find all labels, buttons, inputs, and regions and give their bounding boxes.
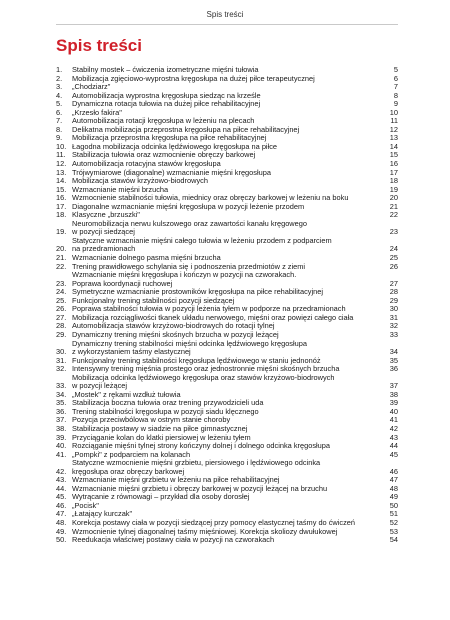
- toc-entry-title-line: Wzmacnianie dolnego pasma mięśni brzucha: [72, 254, 221, 263]
- toc-entry-title-line: w pozycji siedzącej: [72, 228, 135, 237]
- toc-entry-page-number: 14: [389, 141, 398, 151]
- toc-entry-title-line: Reedukacja właściwej postawy ciała w pozycji na czworakach: [72, 536, 275, 545]
- toc-entry-page-number: 44: [389, 441, 398, 451]
- toc-entry: [56, 374, 398, 391]
- toc-entry-number: 15.: [56, 184, 67, 194]
- toc-entry-title: [72, 305, 384, 314]
- toc-entry-number: 38.: [56, 423, 67, 433]
- toc-entry-title-line: „Chodziarz": [72, 83, 111, 92]
- toc-entry-number: 50.: [56, 535, 67, 545]
- toc-entry-page-number: 19: [389, 184, 398, 194]
- toc-entry-number: 9.: [56, 133, 63, 143]
- toc-entry-title: [72, 186, 384, 195]
- toc-entry-title: [72, 100, 384, 109]
- toc-entry-page-number: 43: [389, 432, 398, 442]
- toc-entry-page-number: 51: [389, 509, 398, 519]
- toc-entry-title-line: Statyczne wzmacnianie mięśni całego tułowia w leżeniu przodem z podparciem: [72, 236, 332, 245]
- toc-entry-title-line: z wykorzystaniem taśmy elastycznej: [72, 348, 191, 357]
- toc-entry-title: [72, 357, 384, 366]
- toc-entry-number: 23.: [56, 278, 67, 288]
- toc-entry-number: 48.: [56, 517, 67, 527]
- toc-entry-number: 24.: [56, 287, 67, 297]
- toc-entry-number: 35.: [56, 398, 67, 408]
- toc-entry-title: [72, 203, 384, 212]
- toc-entry-page-number: 30: [389, 304, 398, 314]
- toc-entry: [56, 485, 398, 494]
- toc-entry-page-number: 11: [390, 116, 398, 126]
- toc-entry: [56, 314, 398, 323]
- toc-entry-number: 39.: [56, 432, 67, 442]
- toc-entry-number: 41.: [56, 449, 67, 459]
- toc-entry-page-number: 49: [389, 492, 398, 502]
- toc-entry-title-line: Stabilizacja tułowia oraz wzmocnienie obręczy barkowej: [72, 151, 256, 160]
- toc-entry-page-number: 9: [393, 99, 398, 109]
- toc-entry: [56, 519, 398, 528]
- toc-entry-title: [72, 485, 384, 494]
- toc-entry: [56, 194, 398, 203]
- toc-entry-title: [72, 211, 384, 220]
- toc-entry-page-number: 54: [389, 535, 398, 545]
- toc-entry-number: 47.: [56, 509, 67, 519]
- toc-entry: [56, 502, 398, 511]
- toc-entry-title: [72, 297, 384, 306]
- toc-entry-title: [72, 169, 384, 178]
- toc-entry-title: [72, 510, 384, 519]
- toc-entry-title: [72, 493, 384, 502]
- toc-entry-title-line: Korekcja postawy ciała w pozycji siedzącej przy pomocy elastycznej taśmy do ćwiczeń: [72, 518, 356, 527]
- toc-entry-title-line: „Krzesło fakira": [72, 108, 122, 117]
- toc-entry-title: [72, 502, 384, 511]
- toc-entry-title-line: Funkcjonalny trening stabilności pozycji siedzącej: [72, 296, 235, 305]
- toc-entry-page-number: 5: [393, 65, 398, 74]
- toc-entry-title: [72, 331, 384, 340]
- toc-entry-title: [72, 109, 384, 118]
- toc-entry-title-line: Mobilizacja zgięciowo-wyprostna kręgosłupa na dużej piłce terapeutycznej: [72, 74, 315, 83]
- toc-entry-page-number: 29: [389, 295, 398, 305]
- toc-entry: [56, 391, 398, 400]
- toc-entry-title-line: Wzmocnienie stabilności tułowia, miednicy oraz obręczy barkowej w leżeniu na boku: [72, 194, 349, 203]
- toc-entry-page-number: 42: [389, 423, 398, 433]
- toc-entry-title-line: Wzmacnianie mięśni brzucha: [72, 185, 169, 194]
- toc-entry-number: 10.: [56, 141, 67, 151]
- toc-entry: [56, 416, 398, 425]
- toc-entry: [56, 528, 398, 537]
- toc-entry: [56, 169, 398, 178]
- toc-entry-page-number: 28: [389, 287, 398, 297]
- toc-entry-title-line: Neuromobilizacja nerwu kulszowego oraz zawartości kanału kręgowego: [72, 219, 307, 228]
- toc-entry: [56, 425, 398, 434]
- toc-entry-title-line: Rozciąganie mięśni tylnej strony kończyny dolnej i dolnego odcinka kręgosłupa: [72, 442, 330, 451]
- toc-entry-number: 45.: [56, 492, 67, 502]
- toc-entry-number: 8.: [56, 124, 63, 134]
- toc-entry-title: [72, 391, 384, 400]
- toc-entry-page-number: 33: [389, 329, 398, 339]
- header-divider: [56, 24, 398, 25]
- toc-entry: [56, 476, 398, 485]
- toc-entry: [56, 357, 398, 366]
- toc-entry-title: [72, 271, 384, 288]
- toc-entry: [56, 271, 398, 288]
- toc-entry-page-number: 15: [389, 150, 398, 160]
- toc-entry-title: [72, 220, 384, 237]
- toc-entry-title-line: Delikatna mobilizacja przeprostna kręgosłupa na piłce rehabilitacyjnej: [72, 125, 300, 134]
- toc-entry: [56, 203, 398, 212]
- toc-entry-title: [72, 536, 384, 545]
- toc-entry: [56, 151, 398, 160]
- toc-entry-title-line: na przedramionach: [72, 245, 136, 254]
- toc-entry-number: 27.: [56, 312, 67, 322]
- toc-entry: [56, 340, 398, 357]
- toc-entry-number: 18.: [56, 210, 67, 220]
- toc-entry-title-line: kręgosłupa oraz obręczy barkowej: [72, 467, 185, 476]
- toc-entry-number: 42.: [56, 466, 67, 476]
- toc-entry-title: [72, 66, 384, 75]
- toc-entry: [56, 263, 398, 272]
- toc-entry-title: [72, 117, 384, 126]
- toc-entry: [56, 220, 398, 237]
- toc-entry-number: 16.: [56, 193, 67, 203]
- toc-entry-title: [72, 263, 384, 272]
- toc-entry-title-line: Dynamiczny trening stabilności mięśni odcinka lędźwiowego kręgosłupa: [72, 339, 307, 348]
- toc-entry-page-number: 27: [389, 278, 398, 288]
- toc-entry: [56, 75, 398, 84]
- toc-entry: [56, 66, 398, 75]
- toc-entry-number: 40.: [56, 441, 67, 451]
- toc-entry-page-number: 35: [389, 355, 398, 365]
- toc-entry-page-number: 20: [389, 193, 398, 203]
- toc-entry-number: 49.: [56, 526, 67, 536]
- toc-entry-title: [72, 194, 384, 203]
- toc-entry-title: [72, 451, 384, 460]
- toc-entry: [56, 143, 398, 152]
- toc-entry-page-number: 7: [393, 82, 398, 92]
- toc-entry-title-line: Trójwymiarowe (diagonalne) wzmacnianie mięśni kręgosłupa: [72, 168, 271, 177]
- toc-entry-title: [72, 416, 384, 425]
- toc-entry-title: [72, 442, 384, 451]
- toc-entry-title-line: „Łatający kurczak": [72, 510, 133, 519]
- toc-entry: [56, 442, 398, 451]
- toc-entry: [56, 211, 398, 220]
- toc-entry-title-line: Intensywny trening mięśnia prostego oraz jednostronnie mięśni skośnych brzucha: [72, 365, 340, 374]
- toc-entry-title-line: Dynamiczna rotacja tułowia na dużej piłce rehabilitacyjnej: [72, 100, 261, 109]
- toc-entry-page-number: 46: [389, 466, 398, 476]
- toc-entry-page-number: 47: [389, 475, 398, 485]
- toc-entry-page-number: 21: [389, 201, 398, 211]
- toc-entry-number: 17.: [56, 201, 67, 211]
- toc-entry: [56, 177, 398, 186]
- toc-entry-title: [72, 459, 384, 476]
- running-header: Spis treści: [206, 10, 244, 19]
- toc-entry-title: [72, 528, 384, 537]
- toc-entry-page-number: 48: [389, 483, 398, 493]
- toc-entry-page-number: 6: [393, 73, 398, 83]
- toc-entry-title: [72, 143, 384, 152]
- toc-entry-title-line: Wytrącanie z równowagi – przykład dla osoby dorosłej: [72, 493, 250, 502]
- toc-entry-number: 25.: [56, 295, 67, 305]
- toc-entry-title: [72, 519, 384, 528]
- toc-entry-page-number: 12: [389, 124, 398, 134]
- toc-entry-title-line: Mobilizacja rozciągliwości tkanek układu nerwowego, mięśni oraz powięzi całego ciała: [72, 313, 354, 322]
- toc-entry-title-line: Poprawa stabilności tułowia w pozycji leżenia tyłem w podporze na przedramionach: [72, 305, 346, 314]
- toc-entry-page-number: 16: [389, 159, 398, 169]
- toc-entry-number: 4.: [56, 90, 63, 100]
- toc-entry-title: [72, 254, 384, 263]
- toc-entry-title: [72, 151, 384, 160]
- toc-entry-number: 6.: [56, 107, 63, 117]
- toc-entry: [56, 399, 398, 408]
- toc-entry-title: [72, 160, 384, 169]
- toc-entry: [56, 126, 398, 135]
- toc-entry-title-line: Wzmacnianie mięśni kręgosłupa i kończyn w pozycji na czworakach.: [72, 271, 297, 280]
- toc-entry-title: [72, 177, 384, 186]
- toc-entry: [56, 100, 398, 109]
- toc-entry-number: 36.: [56, 406, 67, 416]
- toc-entry-number: 26.: [56, 304, 67, 314]
- toc-entry-number: 28.: [56, 321, 67, 331]
- toc-entry-number: 20.: [56, 244, 67, 254]
- toc-entry: [56, 536, 398, 545]
- toc-entry-title: [72, 126, 384, 135]
- toc-entry: [56, 493, 398, 502]
- toc-entry-title-line: Stabilny mostek – ćwiczenia izometryczne mięśni tułowia: [72, 66, 259, 74]
- toc-entry-number: 22.: [56, 261, 67, 271]
- toc-entry-title-line: Wzmocnienie tylnej diagonalnej taśmy mięśniowej. Korekcja skoliozy dwułukowej: [72, 527, 338, 536]
- toc-entry-title-line: Stabilizacja boczna tułowia oraz trening przywodzicieli uda: [72, 399, 264, 408]
- toc-entry-page-number: 22: [389, 210, 398, 220]
- toc-entry-title-line: Mobilizacja odcinka lędźwiowego kręgosłupa oraz stawów krzyżowo-biodrowych: [72, 373, 335, 382]
- toc-entry-page-number: 37: [389, 381, 398, 391]
- toc-entry: [56, 322, 398, 331]
- toc-entry-title: [72, 434, 384, 443]
- toc-entry-title: [72, 288, 384, 297]
- toc-entry: [56, 117, 398, 126]
- toc-entry-title-line: Stabilizacja postawy w siadzie na piłce gimnastycznej: [72, 424, 248, 433]
- toc-entry: [56, 305, 398, 314]
- toc-entry-title-line: Automobilizacja rotacji kręgosłupa w leżeniu na plecach: [72, 117, 255, 126]
- toc-entry-title-line: „Pocisk": [72, 501, 99, 510]
- toc-entry-title-line: Mobilizacja stawów krzyżowo-biodrowych: [72, 177, 208, 186]
- toc-entry-title-line: Mobilizacja przeprostna kręgosłupa na piłce rehabilitacyjnej: [72, 134, 267, 143]
- toc-entry-number: 34.: [56, 389, 67, 399]
- toc-entry-title: [72, 399, 384, 408]
- toc-entry-number: 12.: [56, 159, 67, 169]
- toc-entry-title: [72, 374, 384, 391]
- toc-entry-page-number: 24: [389, 244, 398, 254]
- toc-entry-title: [72, 75, 384, 84]
- toc-entry-title-line: Trening prawidłowego schylania się i podnoszenia przedmiotów z ziemi: [72, 262, 306, 271]
- toc-entry-number: 19.: [56, 227, 67, 237]
- toc-entry: [56, 365, 398, 374]
- toc-entry: [56, 237, 398, 254]
- toc-entry-title-line: „Pompki" z podparciem na kolanach: [72, 450, 191, 459]
- toc-entry-title-line: Przyciąganie kolan do klatki piersiowej w leżeniu tyłem: [72, 433, 251, 442]
- toc-entry-number: 21.: [56, 253, 67, 263]
- toc-entry-title-line: „Mostek" z rękami wzdłuż tułowia: [72, 390, 181, 399]
- toc-entry-page-number: 39: [389, 398, 398, 408]
- toc-entry-title-line: Klasyczne „brzuszki": [72, 211, 140, 220]
- toc-entry-page-number: 13: [389, 133, 398, 143]
- toc-entry-number: 43.: [56, 475, 67, 485]
- toc-entry-number: 33.: [56, 381, 67, 391]
- toc-entry-title: [72, 408, 384, 417]
- toc-entry-title-line: Funkcjonalny trening stabilności kręgosłupa lędźwiowego w staniu jednonóż: [72, 356, 321, 365]
- toc-entry-page-number: 41: [389, 415, 398, 425]
- toc-entry: [56, 288, 398, 297]
- toc-entry: [56, 331, 398, 340]
- toc-entry-number: 2.: [56, 73, 63, 83]
- toc-entry-number: 37.: [56, 415, 67, 425]
- toc-entry-number: 44.: [56, 483, 67, 493]
- toc-entry-number: 11.: [56, 150, 66, 160]
- toc-entry-page-number: 10: [389, 107, 398, 117]
- toc-entry-title: [72, 365, 384, 374]
- toc-entry-page-number: 34: [389, 347, 398, 357]
- toc-entry-number: 5.: [56, 99, 63, 109]
- toc-entry-number: 1.: [56, 65, 63, 74]
- toc-entry: [56, 83, 398, 92]
- toc-entry-title-line: w pozycji leżącej: [72, 382, 128, 391]
- toc-entry-page-number: 32: [389, 321, 398, 331]
- toc-entry-page-number: 52: [389, 517, 398, 527]
- toc-entry: [56, 451, 398, 460]
- toc-entry-number: 46.: [56, 500, 67, 510]
- toc-entry-page-number: 26: [389, 261, 398, 271]
- toc-entry-number: 14.: [56, 176, 67, 186]
- toc-entry-title-line: Trening stabilności kręgosłupa w pozycji siadu klęcznego: [72, 407, 259, 416]
- toc-entry-title: [72, 314, 384, 323]
- toc-entry-title: [72, 134, 384, 143]
- toc-entry: [56, 459, 398, 476]
- toc-entry: [56, 109, 398, 118]
- toc-entry-number: 30.: [56, 347, 67, 357]
- toc-entry-title-line: Automobilizacja rotacyjna stawów kręgosłupa: [72, 160, 221, 169]
- toc-entry-page-number: 25: [389, 253, 398, 263]
- toc-entry-page-number: 50: [389, 500, 398, 510]
- toc-entry: [56, 408, 398, 417]
- toc-entry-title: [72, 425, 384, 434]
- toc-entry: [56, 92, 398, 101]
- toc-entry-page-number: 38: [389, 389, 398, 399]
- toc-entry-title-line: Pozycja przeciwbólowa w ostrym stanie choroby: [72, 416, 231, 425]
- toc-entry: [56, 160, 398, 169]
- toc-entry: [56, 510, 398, 519]
- toc-entry: [56, 254, 398, 263]
- toc-entry-title-line: Łagodna mobilizacja odcinka lędźwiowego kręgosłupa na piłce: [72, 142, 278, 151]
- toc-entry-title-line: Poprawa koordynacji ruchowej: [72, 279, 173, 288]
- toc-entry-title: [72, 476, 384, 485]
- toc-entry-number: 7.: [56, 116, 63, 126]
- toc-entry-page-number: 23: [389, 227, 398, 237]
- toc-entry-number: 3.: [56, 82, 63, 92]
- toc-entry-page-number: 53: [389, 526, 398, 536]
- toc-entry-page-number: 8: [393, 90, 398, 100]
- toc-entry-title-line: Wzmacnianie mięśni grzbietu w leżeniu na piłce rehabilitacyjnej: [72, 476, 280, 485]
- toc-entry: [56, 186, 398, 195]
- toc-entry-title: [72, 322, 384, 331]
- toc-entry-title-line: Dynamiczny trening mięśni skośnych brzucha w pozycji leżącej: [72, 330, 279, 339]
- toc-entry-title-line: Diagonalne wzmacnianie mięśni kręgosłupa w pozycji leżenie przodem: [72, 202, 305, 211]
- toc-entry-number: 13.: [56, 167, 67, 177]
- toc-entry-page-number: 40: [389, 406, 398, 416]
- toc-entry-page-number: 45: [389, 449, 398, 459]
- toc-entry-page-number: 31: [389, 312, 398, 322]
- toc-entry-title: [72, 340, 384, 357]
- toc-entry-title-line: Automobilizacja wyprostna kręgosłupa siedząc na krześle: [72, 91, 261, 100]
- toc-entry-page-number: 36: [389, 364, 398, 374]
- toc-entry-number: 29.: [56, 329, 67, 339]
- toc-entry-title-line: Statyczne wzmocnienie mięśni grzbietu, piersiowego i lędźwiowego odcinka: [72, 459, 321, 468]
- toc-entry-number: 32.: [56, 364, 67, 374]
- toc-entry-title-line: Automobilizacja stawów krzyżowo-biodrowych do rotacji tylnej: [72, 322, 275, 331]
- toc-entry-title: [72, 92, 384, 101]
- toc-entry-title: [72, 237, 384, 254]
- toc-entry: [56, 434, 398, 443]
- toc-entry: [56, 297, 398, 306]
- table-of-contents: [56, 66, 398, 545]
- page-title: Spis treści: [56, 36, 142, 55]
- toc-entry-title: [72, 83, 384, 92]
- toc-entry-page-number: 17: [389, 167, 398, 177]
- toc-entry: [56, 134, 398, 143]
- toc-entry-title-line: Wzmacnianie mięśni grzbietu i obręczy barkowej w pozycji leżącej na brzuchu: [72, 484, 328, 493]
- toc-entry-title-line: Symetryczne wzmacnianie prostowników kręgosłupa na piłce rehabilitacyjnej: [72, 288, 323, 297]
- toc-entry-page-number: 18: [389, 176, 398, 186]
- toc-entry-number: 31.: [56, 355, 67, 365]
